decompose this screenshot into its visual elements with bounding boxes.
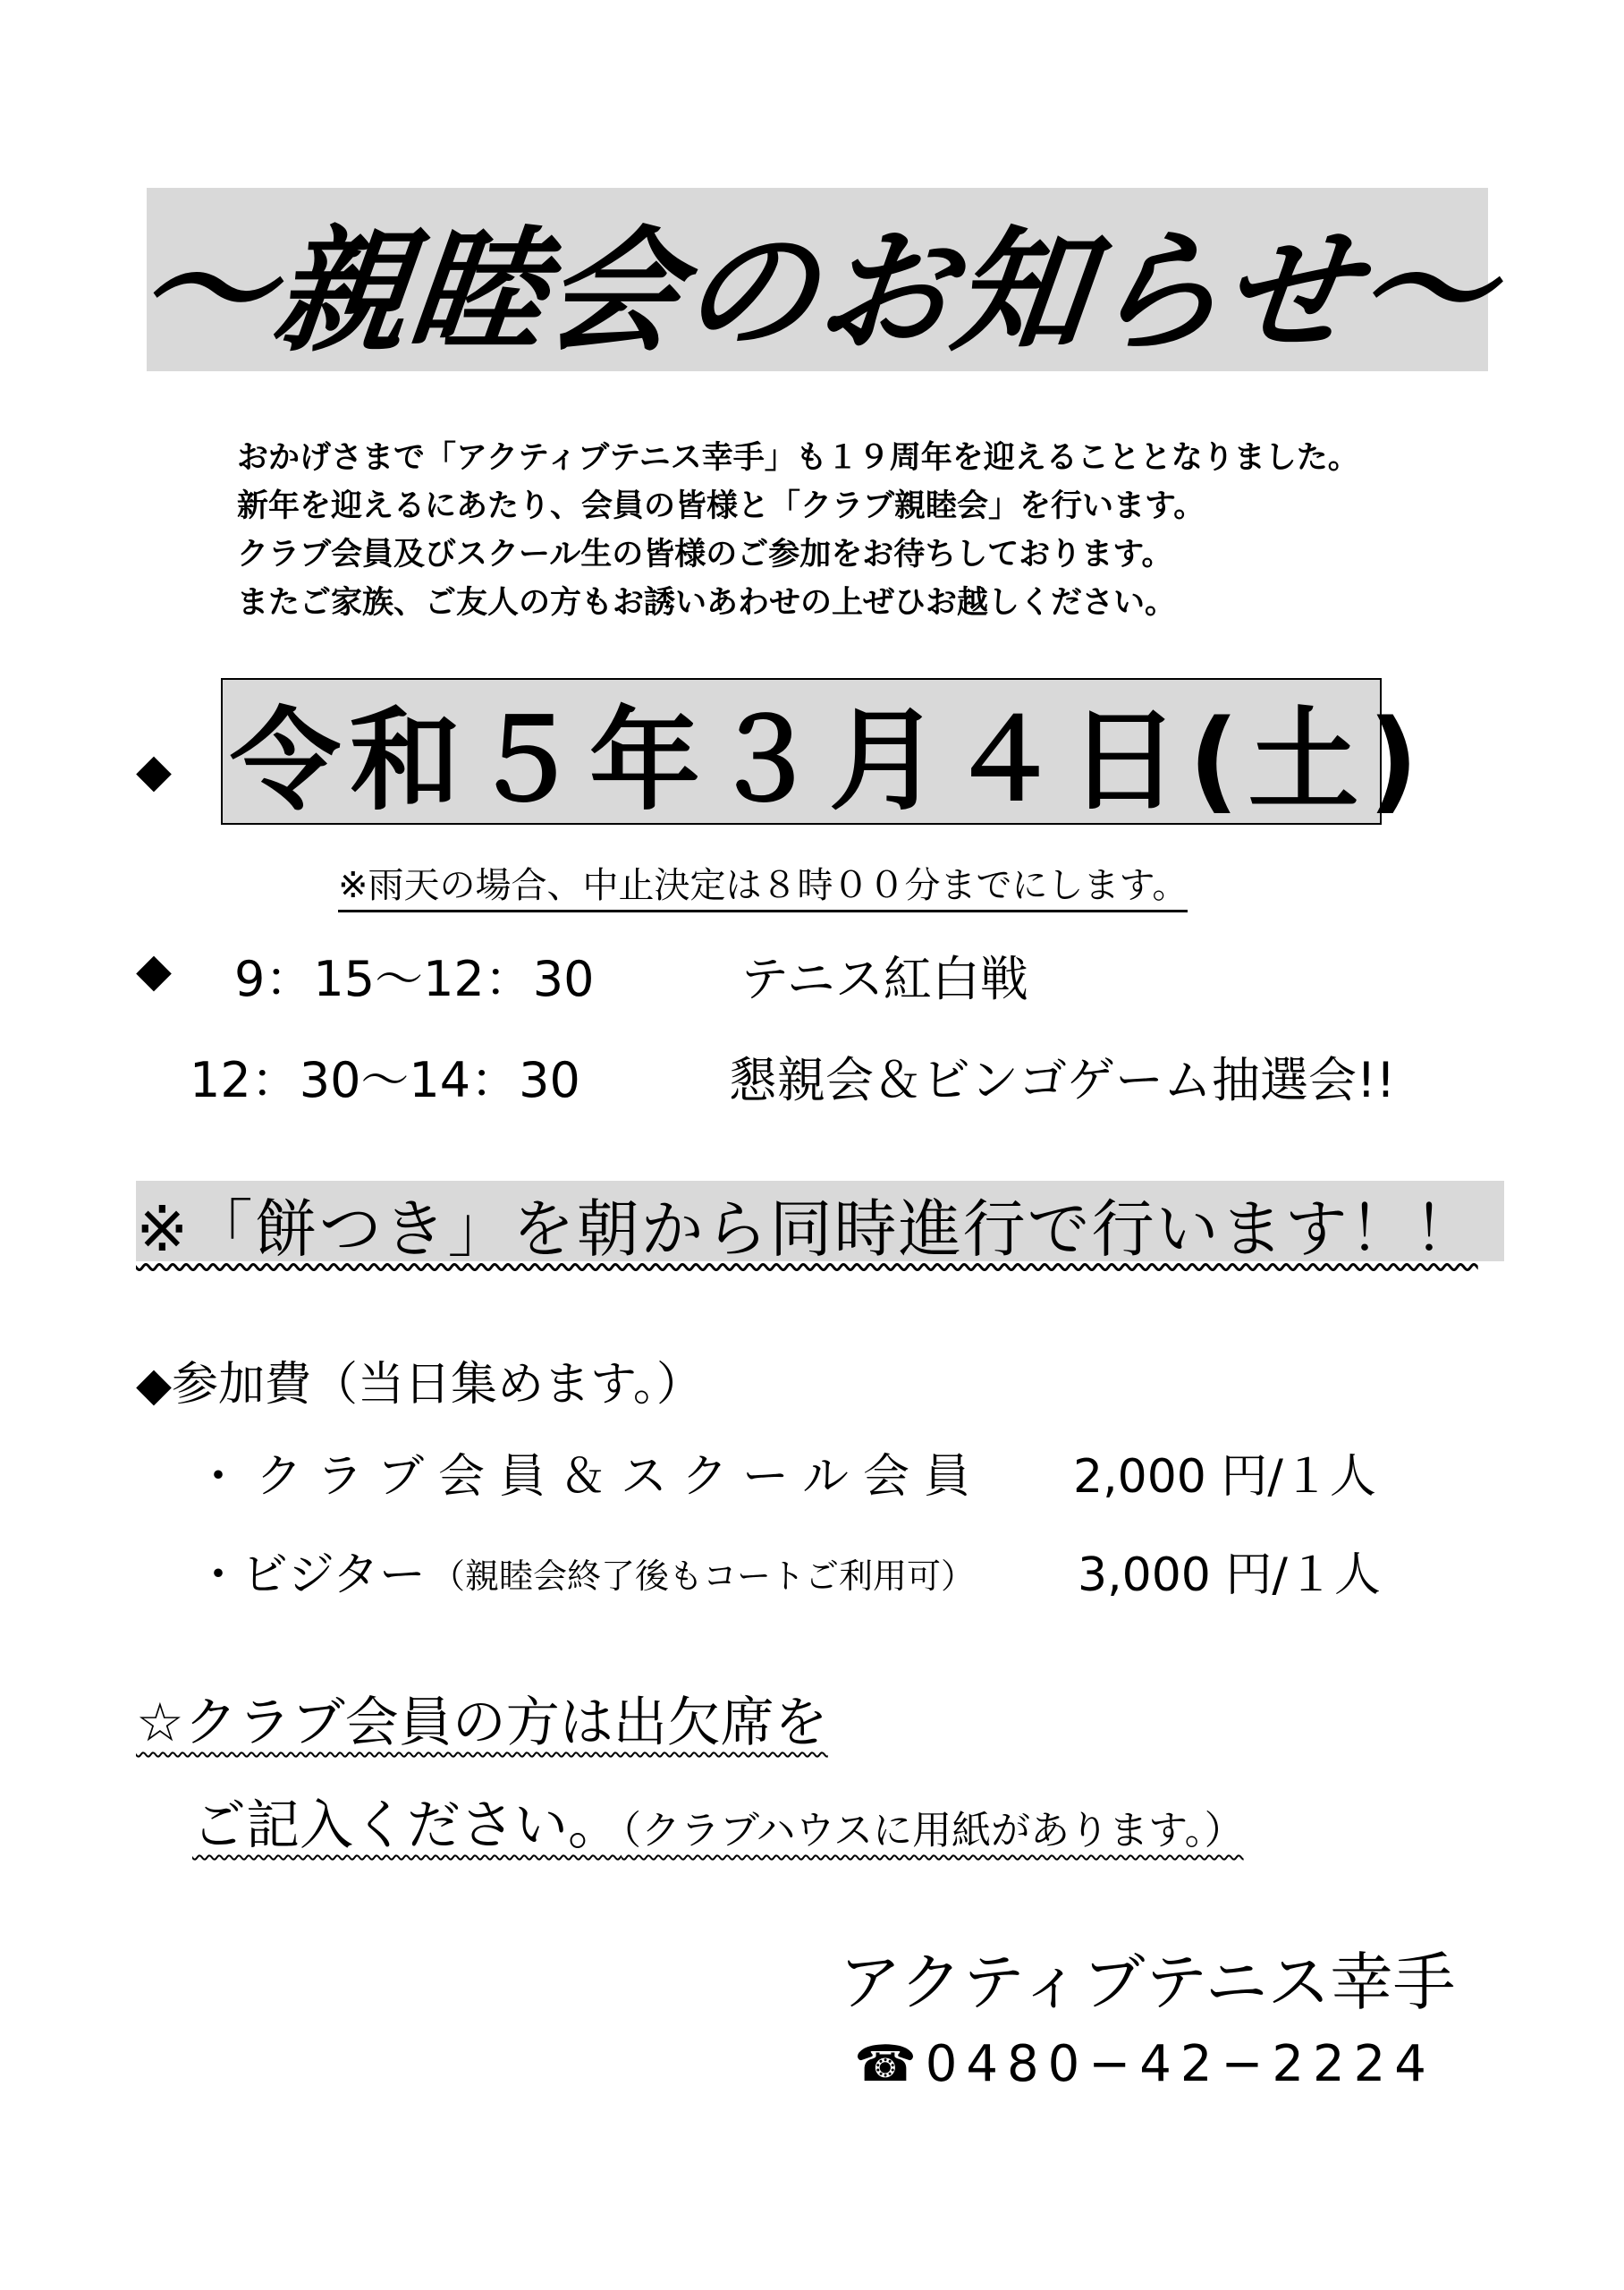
organization-name: アクティブテニス幸手	[839, 1946, 1456, 2019]
intro-line-1: おかげさまで「アクティブテニス幸手」も１９周年を迎えることとなりました。	[237, 440, 1359, 476]
attendance-line-1: ☆クラブ会員の方は出欠席を	[136, 1692, 828, 1754]
event-date: 令和５年３月４日(土)	[230, 697, 1428, 826]
fee-item-price-2: 3,000 円/１人	[1078, 1548, 1381, 1602]
fee-item-note-2: （親睦会終了後もコートご利用可）	[431, 1556, 976, 1596]
fee-item-price-1: 2,000 円/１人	[1073, 1450, 1376, 1504]
phone-number: ☎0480−42−2224	[854, 2035, 1435, 2093]
attendance-note: （クラブハウスに用紙があります。）	[622, 1808, 1244, 1853]
schedule-time-1: 9：15〜12：30	[234, 951, 595, 1007]
date-bullet-icon: ◆	[136, 744, 172, 798]
title-banner	[130, 188, 1502, 371]
fee-item-label-2: ・ビジター	[195, 1548, 426, 1602]
schedule-time-2: 12：30〜14：30	[190, 1052, 580, 1108]
page-title: 〜親睦会のお知らせ〜	[130, 214, 1502, 370]
rain-note: ※雨天の場合、中止決定は８時００分までにします。	[338, 857, 1188, 912]
schedule-activity-1: テニス紅白戦	[740, 951, 1028, 1007]
event-date-box	[221, 678, 1428, 826]
intro-line-3: クラブ会員及びスクール生の皆様のご参加をお待ちしております。	[237, 537, 1173, 572]
attendance-line-2: ご記入ください。	[192, 1794, 622, 1857]
schedule-bullet-icon: ◆	[136, 944, 172, 997]
intro-line-2: 新年を迎えるにあたり、会員の皆様と「クラブ親睦会」を行います。	[237, 488, 1205, 524]
schedule-activity-2: 懇親会＆ビンゴゲーム抽選会!!	[729, 1052, 1396, 1108]
mochi-notice: ※「餅つき」を朝から同時進行で行います！！	[136, 1192, 1478, 1266]
attendance-line-2-wrap	[192, 1783, 1244, 1860]
fee-item-label-1: ・クラブ会員＆スクール会員	[195, 1450, 985, 1504]
intro-line-4: またご家族、ご友人の方もお誘いあわせの上ぜひお越しください。	[237, 585, 1177, 621]
fee-heading: ◆参加費（当日集めます。）	[136, 1358, 703, 1412]
